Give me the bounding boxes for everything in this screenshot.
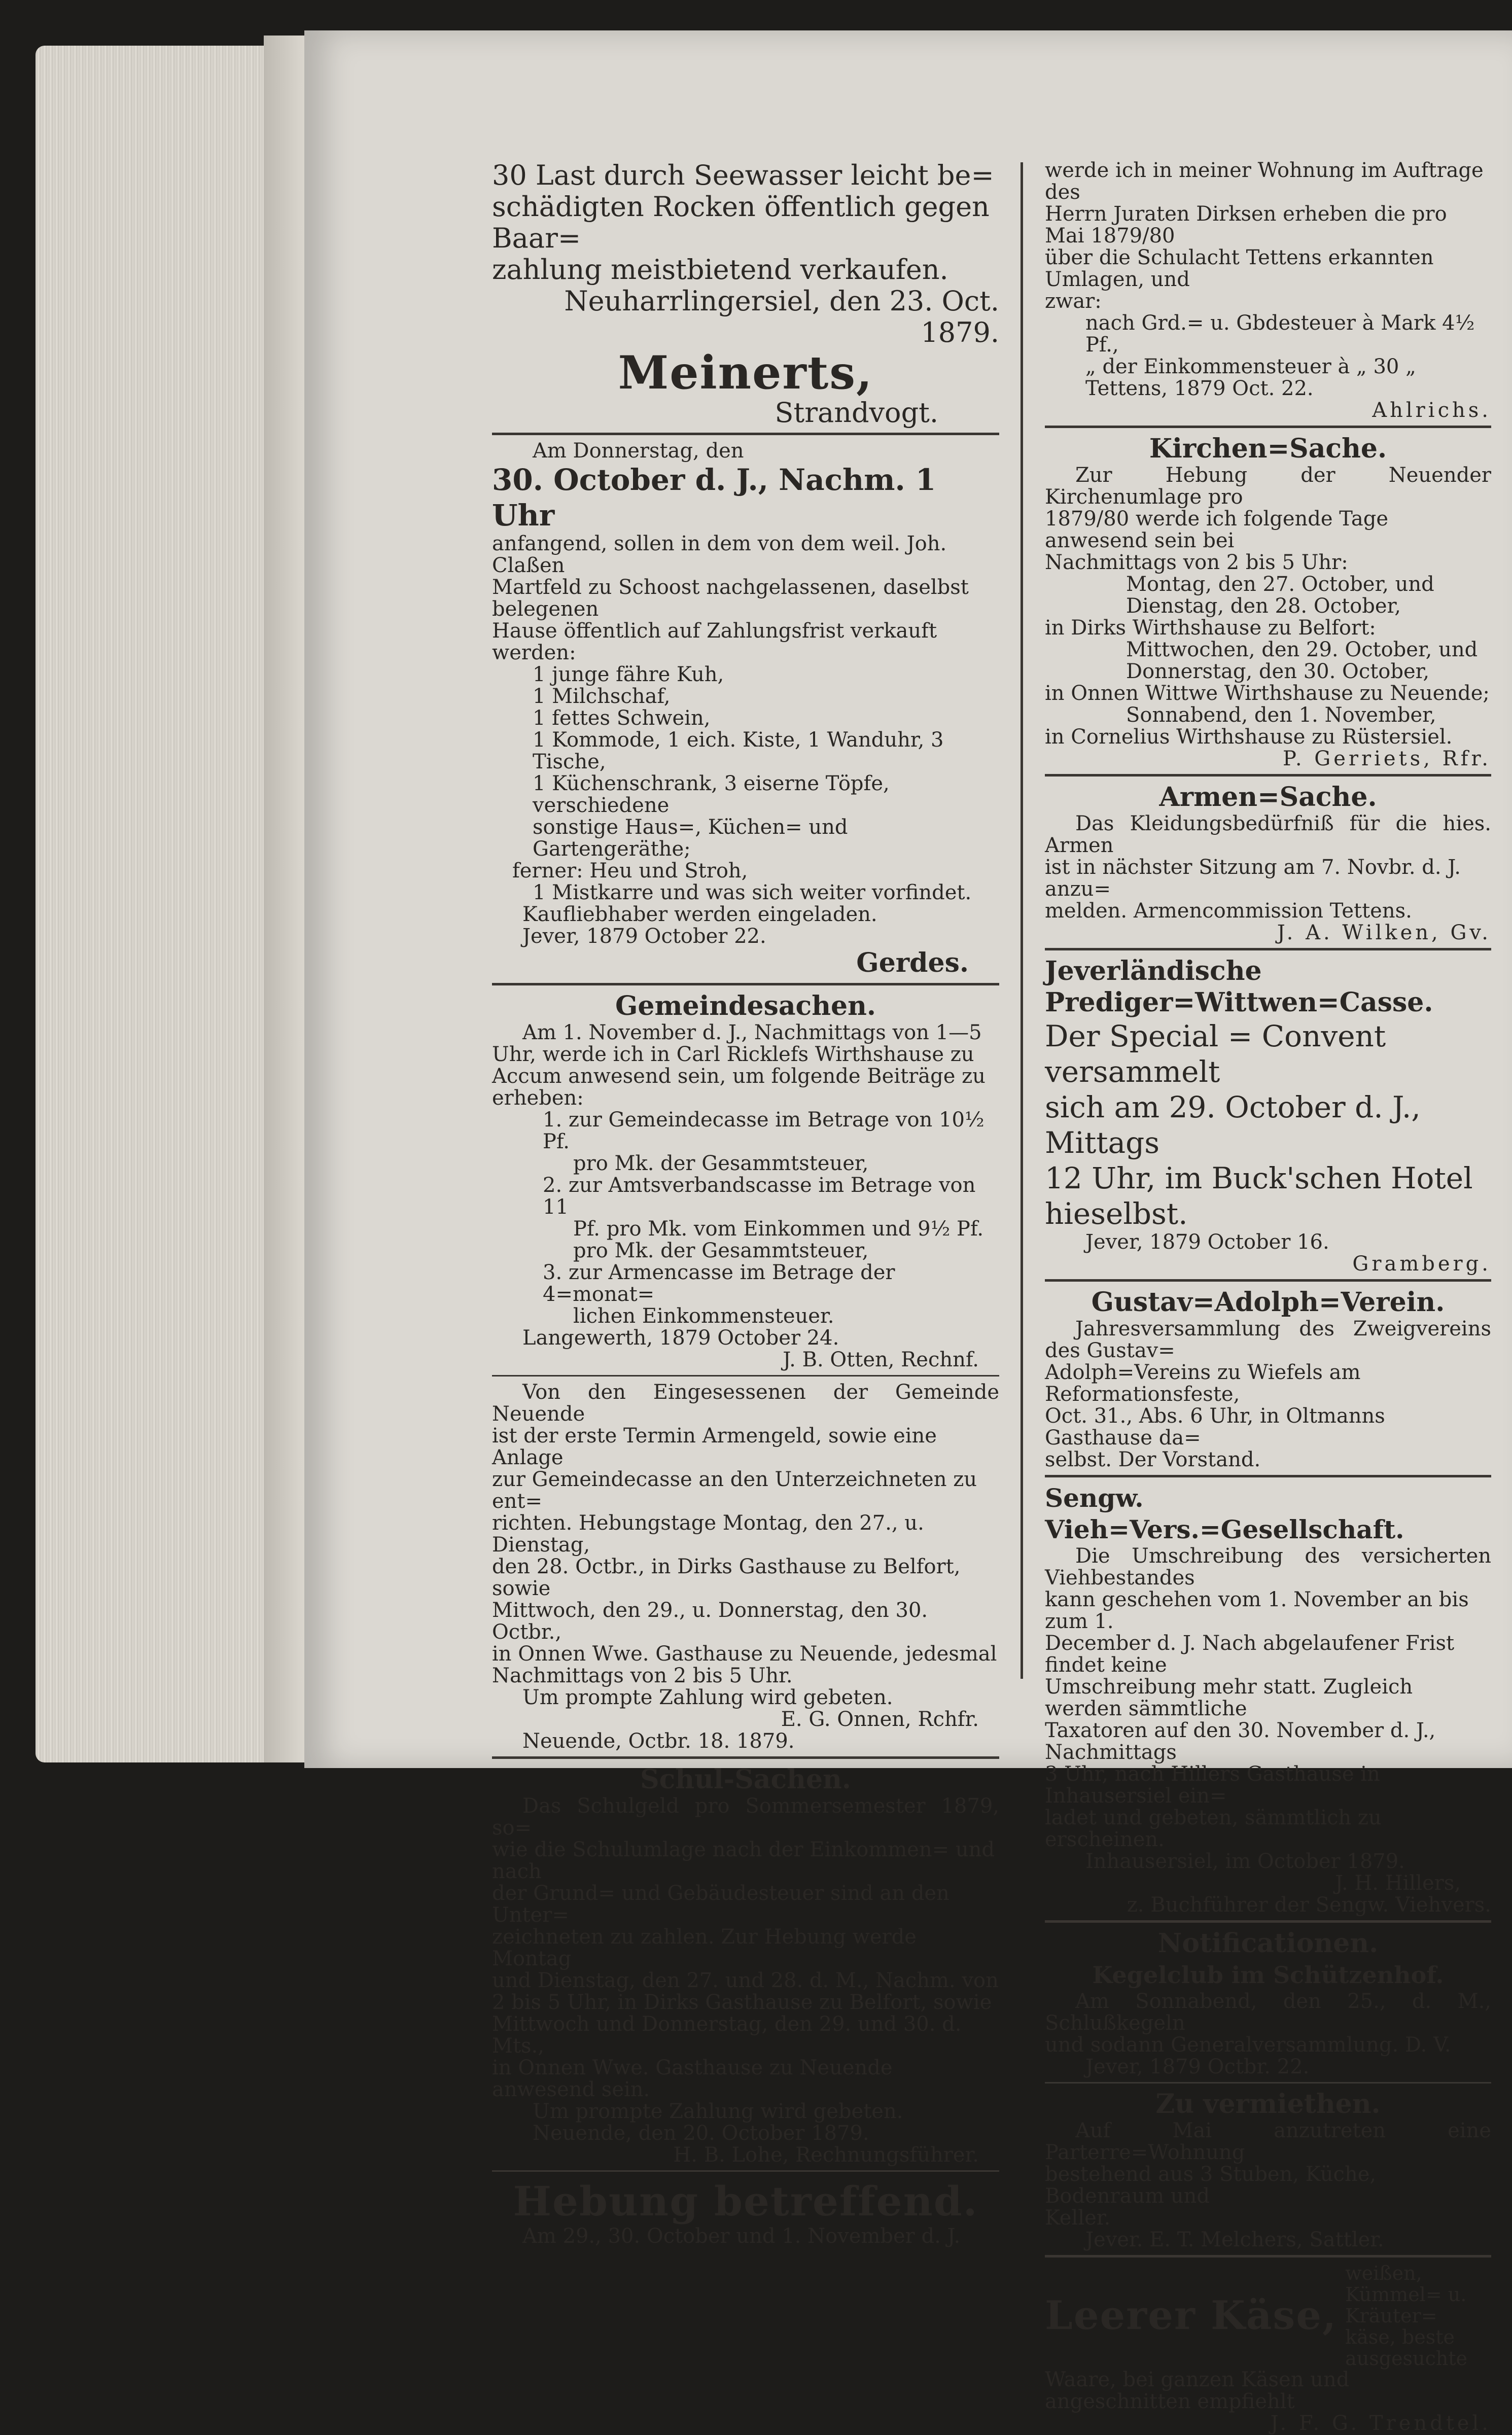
- strand-notice: [492, 160, 999, 429]
- strand-signature: Meinerts,: [618, 346, 873, 400]
- kaese-signature: J. F. G. Trendtel.: [1270, 2412, 1491, 2435]
- sengw-line: 3 Uhr, nach Hillers Gasthause in Inhausersiel ein=: [1045, 1762, 1380, 1808]
- schul-line: Mittwoch und Donnerstag, den 29. und 30. d. Mts.,: [492, 2013, 962, 2058]
- schul-place: Neuende, den 20. October 1879.: [533, 2122, 869, 2145]
- neuende-signature: E. G. Onnen, Rchfr.: [781, 1708, 979, 1731]
- divider: [1045, 2082, 1491, 2084]
- neuende-line: Von den Eingesessenen der Gemeinde Neuende: [492, 1381, 999, 1426]
- auction-more: 1 Mistkarre und was sich weiter vorfindet.: [533, 881, 972, 904]
- kirchen-line: 1879/80 werde ich folgende Tage anwesend sein bei: [1045, 507, 1388, 552]
- kegel-line: und sodann Generalversammlung. D. V.: [1045, 2033, 1451, 2057]
- neuende-line: Mittwoch, den 29., u. Donnerstag, den 30. Octbr.,: [492, 1599, 928, 1644]
- kaese-title: Leerer Käse,: [1045, 2292, 1338, 2339]
- armen-signature: J. A. Wilken, Gv.: [1277, 921, 1491, 944]
- auction-more: Kaufliebhaber werden eingeladen.: [522, 903, 877, 926]
- auction-item: sonstige Haus=, Küchen= und Gartengeräthe;: [533, 816, 848, 861]
- kaese-line: weißen, Kümmel= u. Kräuter=: [1345, 2262, 1467, 2327]
- auction-item: 1 Kommode, 1 eich. Kiste, 1 Wanduhr, 3 Tische,: [533, 728, 944, 773]
- sengw-signature: J. H. Hillers,: [1335, 1872, 1461, 1895]
- strand-line: 30 Last durch Seewasser leicht be=: [492, 159, 994, 191]
- jever-title: Jeverländische Prediger=Wittwen=Casse.: [1045, 956, 1433, 1018]
- neuende-please: Um prompte Zahlung wird gebeten.: [522, 1686, 893, 1709]
- sengw-line: Umschreibung mehr statt. Zugleich werden sämmtliche: [1045, 1675, 1413, 1720]
- schul-line: in Onnen Wwe. Gasthause zu Neuende anwesend sein.: [492, 2056, 893, 2101]
- armen-notice: [1045, 782, 1491, 944]
- gemeinde-line: Am 1. November d. J., Nachmittags von 1—5: [522, 1021, 982, 1044]
- notif-title: Notificationen.: [1157, 1928, 1379, 1959]
- sengw-line: December d. J. Nach abgelaufener Frist findet keine: [1045, 1632, 1455, 1677]
- auction-lead: Am Donnerstag, den: [533, 439, 744, 463]
- vermieth-signature: Jever. E. T. Melchers, Sattler.: [1085, 2228, 1384, 2251]
- divider: [492, 983, 999, 985]
- auction-signature: Gerdes.: [856, 947, 969, 978]
- schul-line: zeichneten zu zahlen. Zur Hebung werde Montag: [492, 1925, 917, 1970]
- strand-line: zahlung meistbietend verkaufen.: [492, 254, 948, 286]
- kirchen-day: Sonnabend, den 1. November,: [1126, 703, 1436, 727]
- sengw-title: Sengw. Vieh=Vers.=Gesellschaft.: [1045, 1483, 1404, 1544]
- divider: [492, 1375, 999, 1377]
- book-page-stack: [36, 46, 279, 1762]
- left-column: [492, 160, 999, 2247]
- kirchen-day: Mittwochen, den 29. October, und: [1126, 638, 1478, 661]
- jever-signature: Gramberg.: [1352, 1252, 1491, 1276]
- schul-line: und Dienstag, den 27. und 28. d. M., Nachm. von: [492, 1969, 999, 1992]
- neuende-line: den 28. Octbr., in Dirks Gasthause zu Belfort, sowie: [492, 1555, 961, 1600]
- neuende-line: ist der erste Termin Armengeld, sowie eine Anlage: [492, 1424, 937, 1469]
- newspaper-page: [304, 30, 1512, 2435]
- auction-body-line: Hause öffentlich auf Zahlungsfrist verkauft werden:: [492, 619, 937, 664]
- vermieth-line: Keller.: [1045, 2206, 1111, 2230]
- kirchen-notice: [1045, 433, 1491, 770]
- kirchen-title: Kirchen=Sache.: [1149, 433, 1387, 464]
- armen-line: ist in nächster Sitzung am 7. Novbr. d. J. anzu=: [1045, 856, 1461, 901]
- sengw-line: ladet und gebeten, sämmtlich zu erscheinen.: [1045, 1806, 1382, 1851]
- gustav-notice: [1045, 1287, 1491, 1471]
- gemeinde-place: Langewerth, 1879 October 24.: [522, 1326, 839, 1350]
- armen-line: Das Kleidungsbedürfniß für die hies. Armen: [1045, 812, 1491, 857]
- kirchen-day: Donnerstag, den 30. October,: [1126, 660, 1430, 683]
- auction-item: 1 junge fähre Kuh,: [533, 663, 724, 686]
- kaese-line: käse, beste ausgesuchte: [1345, 2326, 1468, 2370]
- sengw-notice: [1045, 1483, 1491, 1916]
- sengw-line: Taxatoren auf den 30. November d. J., Nachmittags: [1045, 1719, 1436, 1764]
- kirchen-line: Nachmittags von 2 bis 5 Uhr:: [1045, 551, 1348, 574]
- jever-place: Jever, 1879 October 16.: [1085, 1230, 1329, 1254]
- kirchen-day: Dienstag, den 28. October,: [1126, 594, 1401, 618]
- jever-line: Der Special = Convent versammelt: [1045, 1019, 1386, 1089]
- gemeinde-line: Accum anwesend sein, um folgende Beiträge zu erheben:: [492, 1065, 986, 1110]
- hebung-title: Hebung betreffend.: [513, 2177, 978, 2225]
- strand-title: Strandvogt.: [775, 397, 938, 429]
- schul-signature: H. B. Lohe, Rechnungsführer.: [673, 2143, 979, 2167]
- sengw-line: Die Umschreibung des versicherten Viehbestandes: [1045, 1544, 1491, 1590]
- notif-section: [1045, 1928, 1491, 2078]
- auction-more: ferner: Heu und Stroh,: [512, 859, 748, 883]
- neuende-line: in Onnen Wwe. Gasthause zu Neuende, jedesmal: [492, 1642, 997, 1666]
- hebung-line: Am 29., 30. October und 1. November d. J.: [522, 2225, 961, 2248]
- divider: [1045, 1475, 1491, 1477]
- gustav-title: Gustav=Adolph=Verein.: [1091, 1287, 1445, 1318]
- tettens-signature: Ahlrichs.: [1372, 399, 1491, 422]
- neuende-line: richten. Hebungstage Montag, den 27., u. Dienstag,: [492, 1511, 924, 1557]
- neuende-notice: [492, 1382, 999, 1752]
- kirchen-day: in Cornelius Wirthshause zu Rüstersiel.: [1045, 725, 1453, 749]
- sengw-place: Inhausersiel, im October 1879.: [1085, 1850, 1405, 1873]
- neuende-line: Nachmittags von 2 bis 5 Uhr.: [492, 1664, 793, 1687]
- kaese-line: Waare, bei ganzen Käsen und angeschnitten empfiehlt: [1045, 2368, 1350, 2413]
- auction-notice: [492, 440, 999, 979]
- divider: [1045, 948, 1491, 950]
- tettens-line: über die Schulacht Tettens erkannten Umlagen, und: [1045, 246, 1434, 291]
- gemeinde-item: 1. zur Gemeindecasse im Betrage von 10½ Pf.: [543, 1108, 984, 1153]
- gemeinde-title: Gemeindesachen.: [615, 991, 876, 1021]
- auction-body-line: Martfeld zu Schoost nachgelassenen, daselbst belegenen: [492, 576, 969, 621]
- gustav-line: Adolph=Vereins zu Wiefels am Reformationsfeste,: [1045, 1361, 1361, 1406]
- armen-title: Armen=Sache.: [1159, 782, 1377, 813]
- gemeinde-item: pro Mk. der Gesammtsteuer,: [573, 1152, 869, 1175]
- gemeinde-item: pro Mk. der Gesammtsteuer,: [573, 1239, 869, 1262]
- kirchen-line: Zur Hebung der Neuender Kirchenumlage pro: [1045, 464, 1491, 509]
- gemeinde-line: Uhr, werde ich in Carl Ricklefs Wirthshause zu: [492, 1043, 974, 1066]
- gemeinde-notice: [492, 991, 999, 1371]
- sengw-line: kann geschehen vom 1. November an bis zum 1.: [1045, 1588, 1469, 1633]
- armen-line: melden. Armencommission Tettens.: [1045, 899, 1412, 923]
- kirchen-signature: P. Gerriets, Rfr.: [1283, 747, 1491, 770]
- column-divider: [1021, 162, 1023, 1679]
- neuende-place: Neuende, Octbr. 18. 1879.: [522, 1730, 795, 1753]
- divider: [492, 1756, 999, 1759]
- vermieth-notice: [1045, 2089, 1491, 2251]
- gemeinde-signature: J. B. Otten, Rechnf.: [783, 1348, 979, 1371]
- vermieth-line: Auf Mai anzutreten eine Parterre=Wohnung: [1045, 2119, 1491, 2164]
- kirchen-day: in Onnen Wittwe Wirthshause zu Neuende;: [1045, 682, 1490, 705]
- kegel-line: Am Sonnabend, den 25., d. M., Schlußkegeln: [1045, 1990, 1491, 2035]
- gustav-line: selbst. Der Vorstand.: [1045, 1448, 1261, 1471]
- kirchen-day: Montag, den 27. October, und: [1126, 573, 1434, 596]
- tettens-item: nach Grd.= u. Gbdesteuer à Mark 4½ Pf.,: [1085, 311, 1475, 357]
- vermieth-title: Zu vermiethen.: [1155, 2089, 1381, 2120]
- jever-line: sich am 29. October d. J., Mittags: [1045, 1090, 1421, 1160]
- tettens-place: Tettens, 1879 Oct. 22.: [1085, 377, 1314, 400]
- divider: [1045, 1279, 1491, 1282]
- schul-line: 2 bis 5 Uhr, in Dirks Gasthause zu Belfort, sowie: [492, 1991, 992, 2014]
- strand-line: Neuharrlingersiel, den 23. Oct. 1879.: [564, 285, 999, 348]
- auction-item: 1 fettes Schwein,: [533, 707, 711, 730]
- tettens-notice: [1045, 160, 1491, 421]
- tettens-line: zwar:: [1045, 290, 1102, 313]
- schul-title: Schul-Sachen.: [640, 1764, 851, 1795]
- schul-line: wie die Schulumlage nach der Einkommen= und nach: [492, 1838, 995, 1883]
- auction-item: 1 Küchenschrank, 3 eiserne Töpfe, verschiedene: [533, 772, 890, 817]
- gemeinde-item: Pf. pro Mk. vom Einkommen und 9½ Pf.: [573, 1217, 984, 1241]
- sengw-signature-role: z. Buchführer der Sengw. Viehvers.: [1127, 1893, 1491, 1917]
- auction-more: Jever, 1879 October 22.: [522, 925, 766, 948]
- strand-line: schädigten Rocken öffentlich gegen Baar=: [492, 191, 990, 254]
- auction-date: 30. October d. J., Nachm. 1 Uhr: [492, 463, 936, 533]
- schul-line: Das Schulgeld pro Sommersemester 1879, so=: [492, 1794, 999, 1840]
- neuende-line: zur Gemeindecasse an den Unterzeichneten zu ent=: [492, 1468, 977, 1513]
- gustav-line: Jahresversammlung des Zweigvereins des Gustav=: [1045, 1317, 1491, 1362]
- divider: [1045, 426, 1491, 428]
- kaese-side: [1337, 2263, 1491, 2369]
- schul-line: der Grund= und Gebäudesteuer sind an den Unter=: [492, 1882, 950, 1927]
- schul-please: Um prompte Zahlung wird gebeten.: [533, 2100, 903, 2123]
- kegel-title: Kegelclub im Schützenhof.: [1092, 1961, 1444, 1989]
- right-column: [1045, 160, 1491, 2434]
- divider: [492, 433, 999, 435]
- jever-notice: [1045, 956, 1491, 1275]
- hebung-notice: [492, 2177, 999, 2247]
- tettens-line: Herrn Juraten Dirksen erheben die pro Mai 1879/80: [1045, 202, 1447, 248]
- kaese-notice: [1045, 2263, 1491, 2434]
- tettens-item: „ der Einkommensteuer à „ 30 „: [1085, 355, 1416, 378]
- vermieth-line: bestehend aus 3 Stuben, Küche, Bodenraum und: [1045, 2163, 1377, 2208]
- gemeinde-item: 3. zur Armencasse im Betrage der 4=monat=: [543, 1261, 895, 1306]
- gemeinde-item: lichen Einkommensteuer.: [573, 1304, 834, 1328]
- kegel-place: Jever, 1879 Octbr. 22.: [1085, 2055, 1310, 2078]
- divider: [1045, 2255, 1491, 2257]
- schul-notice: [492, 1764, 999, 2166]
- gustav-line: Oct. 31., Abs. 6 Uhr, in Oltmanns Gasthause da=: [1045, 1404, 1385, 1450]
- jever-line: 12 Uhr, im Buck'schen Hotel hieselbst.: [1045, 1161, 1473, 1231]
- auction-item: 1 Milchschaf,: [533, 685, 671, 708]
- tettens-line: werde ich in meiner Wohnung im Auftrage des: [1045, 159, 1484, 204]
- gemeinde-item: 2. zur Amtsverbandscasse im Betrage von 11: [543, 1174, 976, 1219]
- divider: [1045, 774, 1491, 777]
- divider: [1045, 1920, 1491, 1923]
- divider: [492, 2170, 999, 2172]
- kirchen-day: in Dirks Wirthshause zu Belfort:: [1045, 616, 1376, 640]
- auction-body-line: anfangend, sollen in dem von dem weil. Joh. Claßen: [492, 532, 947, 577]
